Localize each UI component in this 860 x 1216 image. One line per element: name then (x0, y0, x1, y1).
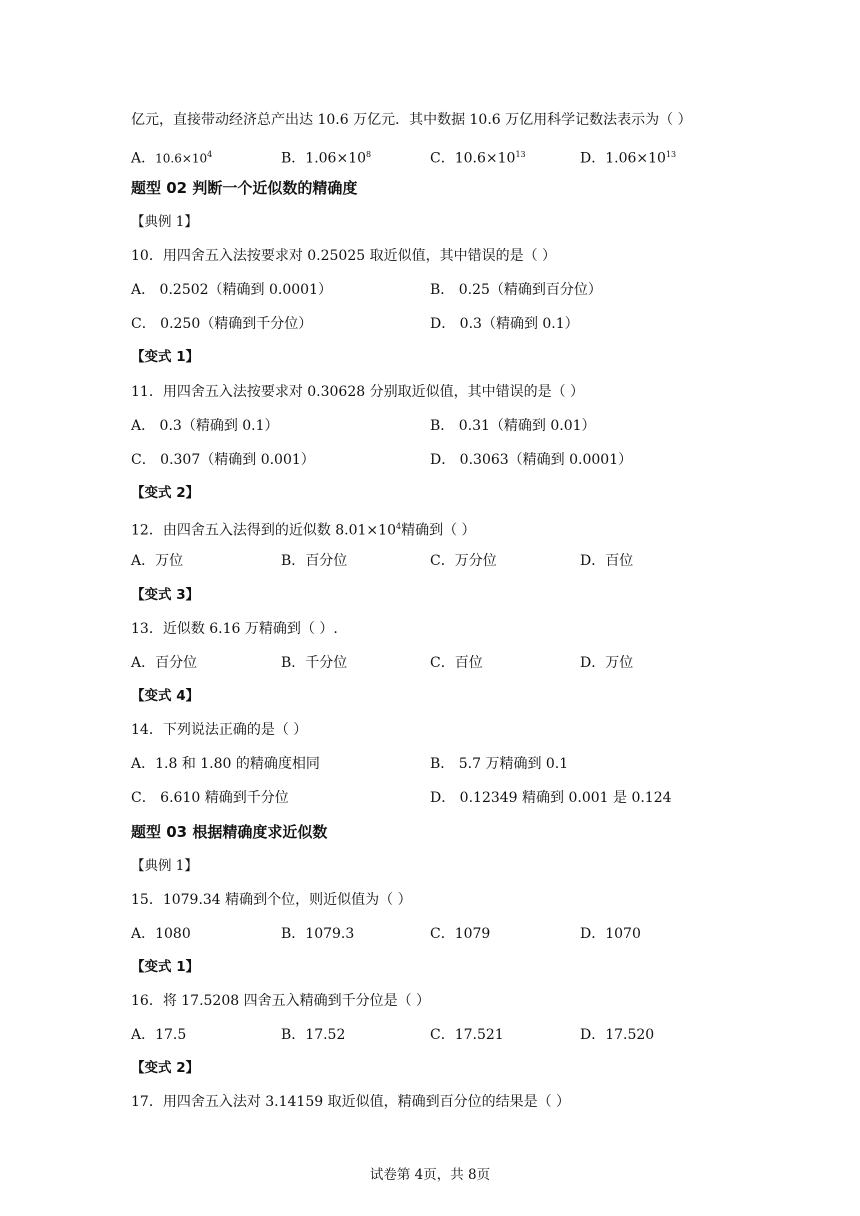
variant-label: 【变式 1】 (131, 959, 200, 975)
q15-option-a: A．1080 (131, 926, 191, 942)
question-15-options (131, 922, 731, 946)
q11-option-c: C． 0.307（精确到 0.001） (131, 452, 315, 468)
q12-option-c: C．万分位 (430, 553, 497, 569)
q15-option-c: C．1079 (430, 926, 491, 942)
q16-option-a: A．17.5 (131, 1027, 187, 1043)
q13-option-b: B．千分位 (281, 655, 348, 671)
q13-option-d: D．万位 (580, 655, 634, 671)
question-17: 17．用四舍五入法对 3.14159 取近似值，精确到百分位的结果是（ ） (131, 1094, 571, 1110)
q13-option-a: A．百分位 (131, 655, 198, 671)
q15-option-b: B．1079.3 (281, 926, 355, 942)
q16-option-b: B．17.52 (281, 1027, 346, 1043)
question-9-options (131, 143, 731, 167)
q11-option-b: B． 0.31（精确到 0.01） (430, 418, 596, 434)
q14-option-c: C． 6.610 精确到千分位 (131, 790, 289, 806)
question-16: 16．将 17.5208 四舍五入精确到千分位是（ ） (131, 993, 431, 1009)
q12-option-d: D．百位 (580, 553, 634, 569)
example-label: 【典例 1】 (131, 858, 198, 874)
question-14-options-row2 (131, 786, 731, 810)
variant-label: 【变式 2】 (131, 1060, 200, 1076)
section-heading-type-02: 题型 02 判断一个近似数的精确度 (131, 179, 358, 197)
question-10-options-row1 (131, 278, 731, 302)
question-12-options (131, 549, 731, 573)
q12-option-a: A．万位 (131, 553, 184, 569)
q9-option-d: D．$1.06\times 10^{13}$ (580, 150, 677, 167)
q14-option-b: B． 5.7 万精确到 0.1 (430, 756, 569, 772)
question-11: 11．用四舍五入法按要求对 0.30628 分别取近似值，其中错误的是（ ） (131, 384, 585, 400)
section-heading-type-03: 题型 03 根据精确度求近似数 (131, 823, 328, 841)
question-15: 15．1079.34 精确到个位，则近似值为（ ） (131, 892, 412, 908)
q14-option-d: D． 0.12349 精确到 0.001 是 0.124 (430, 790, 672, 806)
q9-option-c: C．$10.6\times 10^{13}$ (430, 150, 526, 167)
question-13: 13．近似数 6.16 万精确到（ ）. (131, 621, 338, 637)
q16-option-d: D．17.520 (580, 1027, 655, 1043)
q14-option-a: A．1.8 和 1.80 的精确度相同 (131, 756, 320, 772)
variant-label: 【变式 1】 (131, 349, 200, 365)
question-14-options-row1 (131, 752, 731, 776)
q10-option-a: A． 0.2502（精确到 0.0001） (131, 282, 332, 298)
variant-label: 【变式 2】 (131, 485, 200, 501)
question-10-options-row2 (131, 312, 731, 336)
question-9-continuation: 亿元，直接带动经济总产出达 10.6 万亿元．其中数据 10.6 万亿用科学记数法表示为（ ） (131, 112, 692, 128)
q9-option-b: B．$1.06\times 10^8$ (281, 150, 372, 167)
q15-option-d: D．1070 (580, 926, 641, 942)
q9-option-a: A．$10.6\times 10^4$ (131, 150, 213, 167)
q10-option-b: B． 0.25（精确到百分位） (430, 282, 602, 298)
q10-option-d: D． 0.3（精确到 0.1） (430, 316, 579, 332)
question-10: 10．用四舍五入法按要求对 0.25025 取近似值，其中错误的是（ ） (131, 248, 557, 264)
question-13-options (131, 651, 731, 675)
q16-option-c: C．17.521 (430, 1027, 504, 1043)
q10-option-c: C． 0.250（精确到千分位） (131, 316, 313, 332)
q11-option-d: D． 0.3063（精确到 0.0001） (430, 452, 633, 468)
q11-option-a: A． 0.3（精确到 0.1） (131, 418, 279, 434)
question-14: 14．下列说法正确的是（ ） (131, 722, 308, 738)
variant-label: 【变式 3】 (131, 587, 200, 603)
question-12: 12．由四舍五入法得到的近似数 $8.01\times 10^4$精确到（ ） (131, 522, 476, 539)
question-11-options-row1 (131, 414, 731, 438)
q13-option-c: C．百位 (430, 655, 483, 671)
variant-label: 【变式 4】 (131, 688, 200, 704)
question-11-options-row2 (131, 448, 731, 472)
example-label: 【典例 1】 (131, 214, 198, 230)
question-16-options (131, 1023, 731, 1047)
page-footer: 试卷第 4页，共 8页 (369, 1167, 491, 1183)
q12-option-b: B．百分位 (281, 553, 348, 569)
